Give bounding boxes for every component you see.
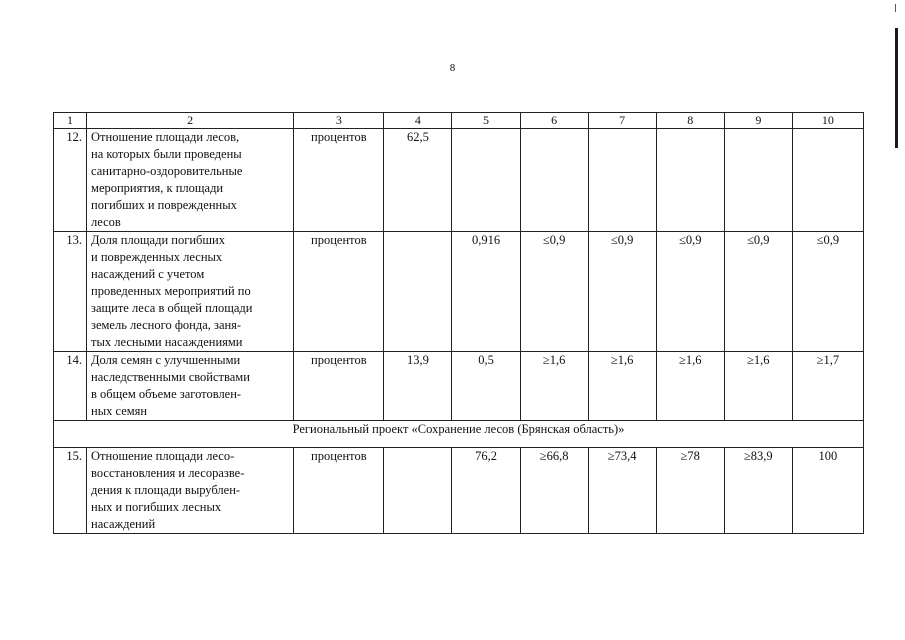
scan-edge-bar <box>895 28 898 148</box>
header-cell: 5 <box>452 113 520 129</box>
indicator-name-line: насаждений <box>91 517 156 531</box>
header-cell: 4 <box>384 113 452 129</box>
header-cell: 7 <box>588 113 656 129</box>
header-cell: 1 <box>54 113 87 129</box>
value-cell: ≥1,6 <box>520 352 588 421</box>
header-cell: 10 <box>792 113 863 129</box>
indicator-name <box>87 352 294 421</box>
indicator-name <box>87 448 294 534</box>
scan-edge-tick <box>895 4 896 12</box>
value-cell: ≥83,9 <box>724 448 792 534</box>
value-cell: ≤0,9 <box>656 232 724 352</box>
indicator-name-line: Доля площади погибших <box>91 233 225 247</box>
row-number: 12. <box>54 129 87 232</box>
table-body <box>54 129 864 421</box>
unit-cell: процентов <box>294 129 384 232</box>
value-cell: ≤0,9 <box>724 232 792 352</box>
indicator-name-line: восстановления и лесоразве- <box>91 466 245 480</box>
value-cell <box>724 129 792 232</box>
value-cell: 0,916 <box>452 232 520 352</box>
page-number: 8 <box>449 62 456 74</box>
indicator-name-line: и поврежденных лесных <box>91 250 223 264</box>
table-row <box>54 448 864 534</box>
indicator-name-line: санитарно-оздоровительные <box>91 164 243 178</box>
section-rows-body <box>54 448 864 534</box>
header-row <box>54 113 864 129</box>
indicator-name-line: мероприятия, к площади <box>91 181 224 195</box>
indicator-name-line: ных и погибших лесных <box>91 500 222 514</box>
unit-cell: процентов <box>294 232 384 352</box>
value-cell: ≥1,6 <box>656 352 724 421</box>
indicator-name-line: Доля семян с улучшенными <box>91 353 241 367</box>
header-cell: 6 <box>520 113 588 129</box>
value-cell: ≥66,8 <box>520 448 588 534</box>
table-row <box>54 129 864 232</box>
value-cell <box>452 129 520 232</box>
indicator-name-line: лесов <box>91 215 121 229</box>
indicator-name-line: земель лесного фонда, заня- <box>91 318 242 332</box>
section-header-row <box>54 421 864 448</box>
value-cell: ≤0,9 <box>588 232 656 352</box>
row-number: 13. <box>54 232 87 352</box>
indicator-name-line: защите леса в общей площади <box>91 301 253 315</box>
indicator-name-line: дения к площади вырублен- <box>91 483 241 497</box>
value-cell <box>520 129 588 232</box>
value-cell <box>588 129 656 232</box>
value-cell: 13,9 <box>384 352 452 421</box>
row-number: 15. <box>54 448 87 534</box>
value-cell: 62,5 <box>384 129 452 232</box>
header-cell: 9 <box>724 113 792 129</box>
indicator-name <box>87 129 294 232</box>
value-cell <box>792 129 863 232</box>
value-cell: ≥73,4 <box>588 448 656 534</box>
row-number: 14. <box>54 352 87 421</box>
value-cell: ≥1,6 <box>724 352 792 421</box>
indicator-name-line: наследственными свойствами <box>91 370 250 384</box>
indicator-name-line: в общем объеме заготовлен- <box>91 387 242 401</box>
table-row <box>54 232 864 352</box>
indicator-name-line: ных семян <box>91 404 148 418</box>
value-cell <box>656 129 724 232</box>
value-cell: ≥1,6 <box>588 352 656 421</box>
value-cell: ≥1,7 <box>792 352 863 421</box>
indicator-name <box>87 232 294 352</box>
indicator-name-line: Отношение площади лесов, <box>91 130 240 144</box>
value-cell: 76,2 <box>452 448 520 534</box>
table-row <box>54 352 864 421</box>
section-title: Региональный проект «Сохранение лесов (Брянская область)» <box>54 421 864 448</box>
indicator-name-line: тых лесными насаждениями <box>91 335 243 349</box>
indicator-name-line: проведенных мероприятий по <box>91 284 251 298</box>
value-cell <box>384 448 452 534</box>
value-cell: ≥78 <box>656 448 724 534</box>
header-cell: 8 <box>656 113 724 129</box>
value-cell: 0,5 <box>452 352 520 421</box>
value-cell <box>384 232 452 352</box>
value-cell: ≤0,9 <box>520 232 588 352</box>
value-cell: 100 <box>792 448 863 534</box>
header-cell: 2 <box>87 113 294 129</box>
indicators-table <box>53 112 864 534</box>
unit-cell: процентов <box>294 448 384 534</box>
indicator-name-line: на которых были проведены <box>91 147 242 161</box>
section-body <box>54 421 864 448</box>
indicator-name-line: погибших и поврежденных <box>91 198 237 212</box>
unit-cell: процентов <box>294 352 384 421</box>
value-cell: ≤0,9 <box>792 232 863 352</box>
indicator-name-line: насаждений с учетом <box>91 267 205 281</box>
header-cell: 3 <box>294 113 384 129</box>
indicator-name-line: Отношение площади лесо- <box>91 449 235 463</box>
